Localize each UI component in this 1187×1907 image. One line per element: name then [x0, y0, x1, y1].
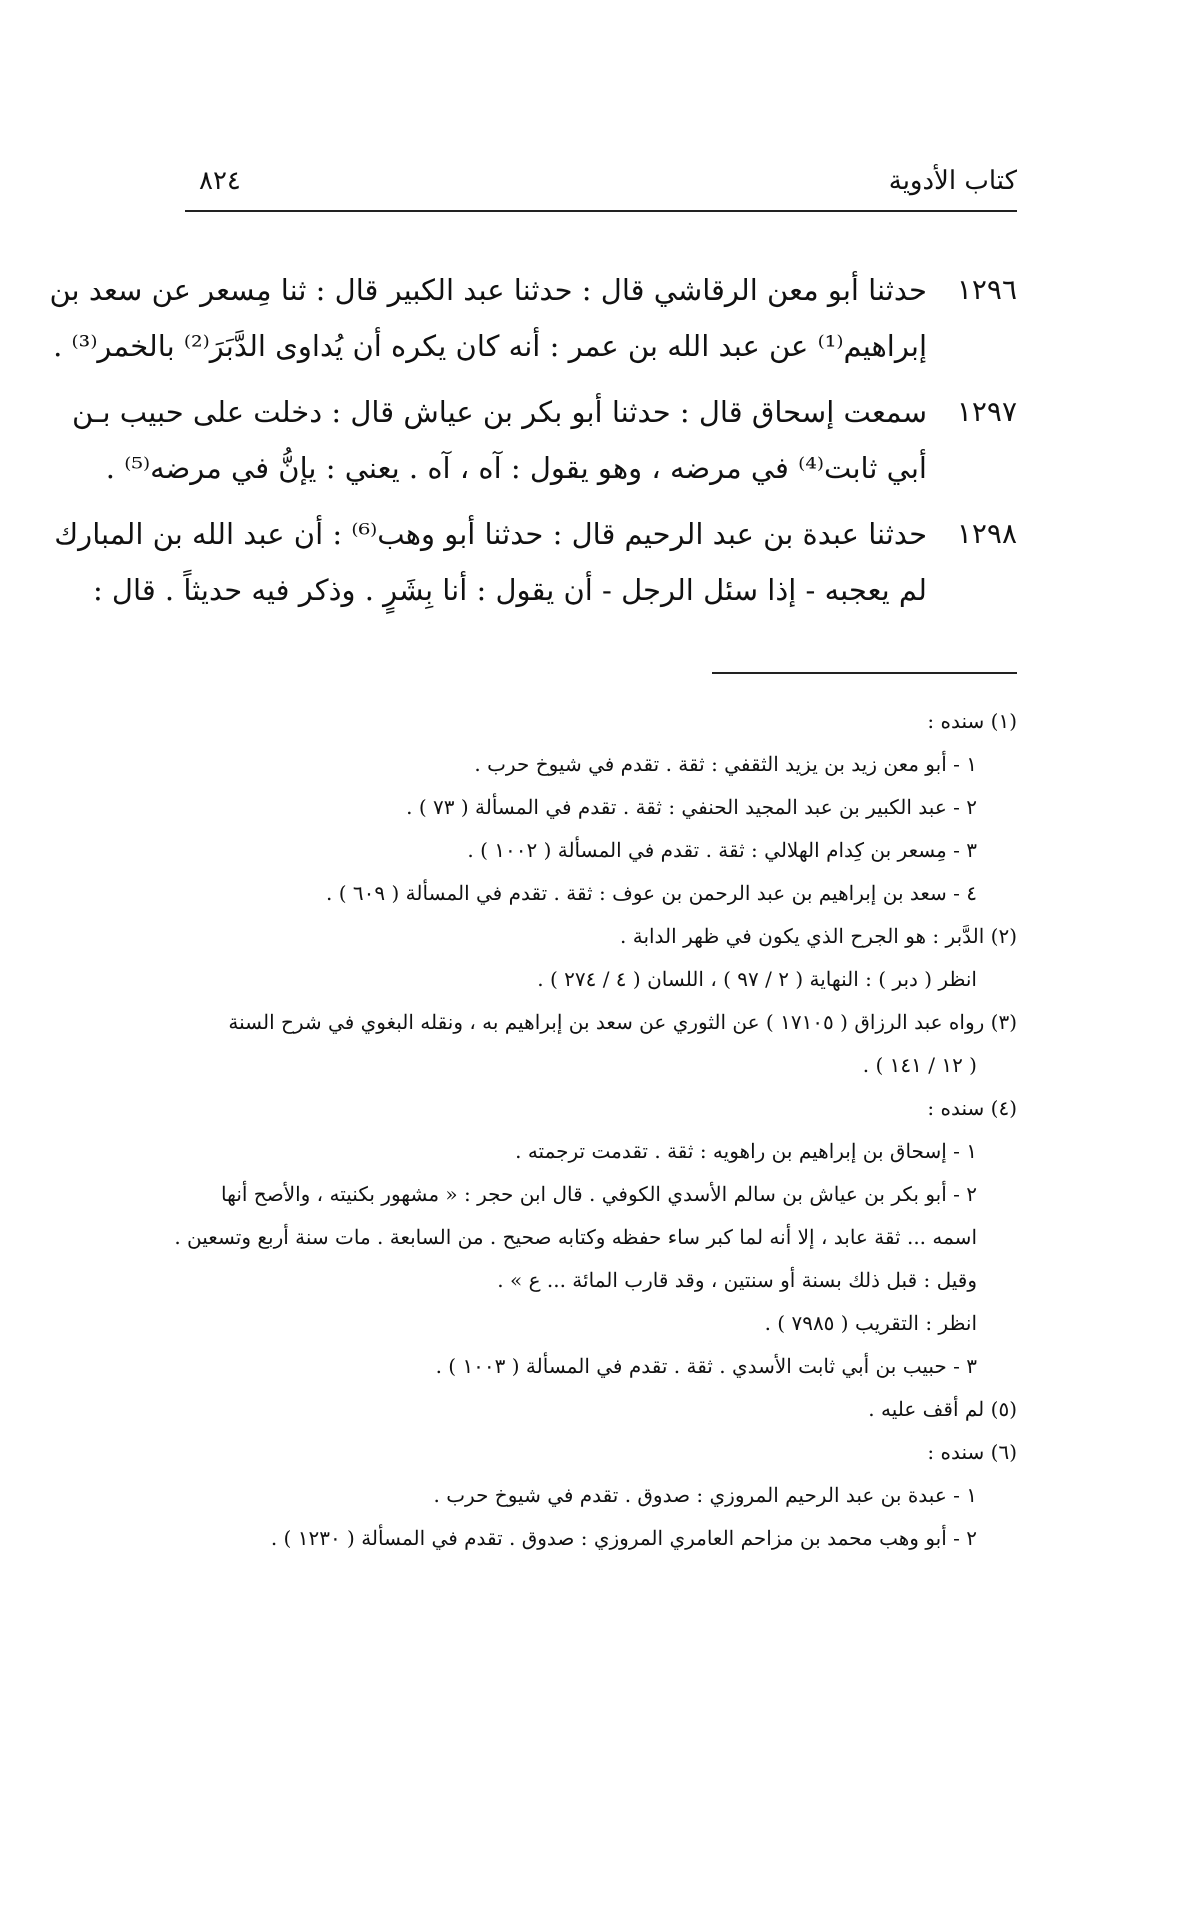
entry-1298	[54, 506, 1017, 618]
footnote-line: (٤) سنده :	[927, 1096, 1017, 1120]
entry-line: لم يعجبه - إذا سئل الرجل - أن يقول : أنا بِشَرٍ . وذكر فيه حديثاً . قال :	[92, 573, 927, 607]
entry-1297	[71, 384, 1017, 496]
entry-number: ١٢٩٨	[956, 517, 1017, 550]
running-header	[185, 162, 1017, 212]
entry-body	[72, 384, 927, 496]
footnote-line: وقيل : قبل ذلك بسنة أو سنتين ، وقد قارب المائة ... ع » .	[497, 1268, 977, 1292]
footnote-line: انظر ( دبر ) : النهاية ( ٢ / ٩٧ ) ، اللسان ( ٤ / ٢٧٤ ) .	[537, 967, 977, 991]
footnote-line: ( ١٢ / ١٤١ ) .	[862, 1053, 977, 1077]
entry-body	[54, 506, 927, 618]
footnote-line: (٦) سنده :	[927, 1440, 1017, 1464]
footnote-line: (٢) الدَّبر : هو الجرح الذي يكون في ظهر الدابة .	[620, 924, 1017, 948]
footnote-line: اسمه ... ثقة عابد ، إلا أنه لما كبر ساء حفظه وكتابه صحيح . من السابعة . مات سنة أربع وتسعين .	[174, 1225, 977, 1249]
footnote-line: ٢ - أبو وهب محمد بن مزاحم العامري المروزي : صدوق . تقدم في المسألة ( ١٢٣٠ ) .	[270, 1526, 977, 1550]
footnote-line: ٢ - عبد الكبير بن عبد المجيد الحنفي : ثقة . تقدم في المسألة ( ٧٣ ) .	[406, 795, 977, 819]
footnote-line: ١ - عبدة بن عبد الرحيم المروزي : صدوق . تقدم في شيوخ حرب .	[433, 1483, 977, 1507]
footnote-line: (١) سنده :	[927, 709, 1017, 733]
footnote-line: ١ - إسحاق بن إبراهيم بن راهويه : ثقة . تقدمت ترجمته .	[515, 1139, 977, 1163]
footnote-line: (٣) رواه عبد الرزاق ( ١٧١٠٥ ) عن الثوري عن سعد بن إبراهيم به ، ونقله البغوي في شرح السنة	[228, 1010, 1017, 1034]
entry-1296	[49, 262, 1017, 374]
main-text	[49, 262, 1017, 628]
entry-body	[49, 262, 927, 374]
footnote-line: (٥) لم أقف عليه .	[868, 1397, 1017, 1421]
entry-number: ١٢٩٧	[956, 395, 1017, 428]
footnote-divider	[712, 672, 1017, 674]
running-title: كتاب الأدوية	[888, 166, 1017, 196]
footnote-line: ١ - أبو معن زيد بن يزيد الثقفي : ثقة . تقدم في شيوخ حرب .	[474, 752, 977, 776]
entry-line: إبراهيم⁽¹⁾ عن عبد الله بن عمر : أنه كان يكره أن يُداوى الدَّبَرَ⁽²⁾ بالخمر⁽³⁾ .	[53, 329, 927, 363]
entry-line: حدثنا عبدة بن عبد الرحيم قال : حدثنا أبو وهب⁽⁶⁾ : أن عبد الله بن المبارك	[54, 517, 927, 551]
entry-line: أبي ثابت⁽⁴⁾ في مرضه ، وهو يقول : آه ، آه . يعني : يإنُّ في مرضه⁽⁵⁾ .	[105, 451, 927, 485]
entry-number: ١٢٩٦	[956, 273, 1017, 306]
footnote-line: انظر : التقريب ( ٧٩٨٥ ) .	[764, 1311, 977, 1335]
entry-line: حدثنا أبو معن الرقاشي قال : حدثنا عبد الكبير قال : ثنا مِسعر عن سعد بن	[49, 273, 927, 307]
page-number: ٨٢٤	[199, 166, 241, 196]
footnote-line: ٢ - أبو بكر بن عياش بن سالم الأسدي الكوفي . قال ابن حجر : « مشهور بكنيته ، والأصح أنها	[221, 1182, 977, 1206]
footnote-line: ٣ - حبيب بن أبي ثابت الأسدي . ثقة . تقدم في المسألة ( ١٠٠٣ ) .	[435, 1354, 977, 1378]
footnotes	[157, 700, 1017, 1560]
footnote-line: ٣ - مِسعر بن كِدام الهلالي : ثقة . تقدم في المسألة ( ١٠٠٢ ) .	[467, 838, 977, 862]
footnote-line: ٤ - سعد بن إبراهيم بن عبد الرحمن بن عوف : ثقة . تقدم في المسألة ( ٦٠٩ ) .	[326, 881, 977, 905]
entry-line: سمعت إسحاق قال : حدثنا أبو بكر بن عياش قال : دخلت على حبيب بـن	[71, 395, 927, 429]
